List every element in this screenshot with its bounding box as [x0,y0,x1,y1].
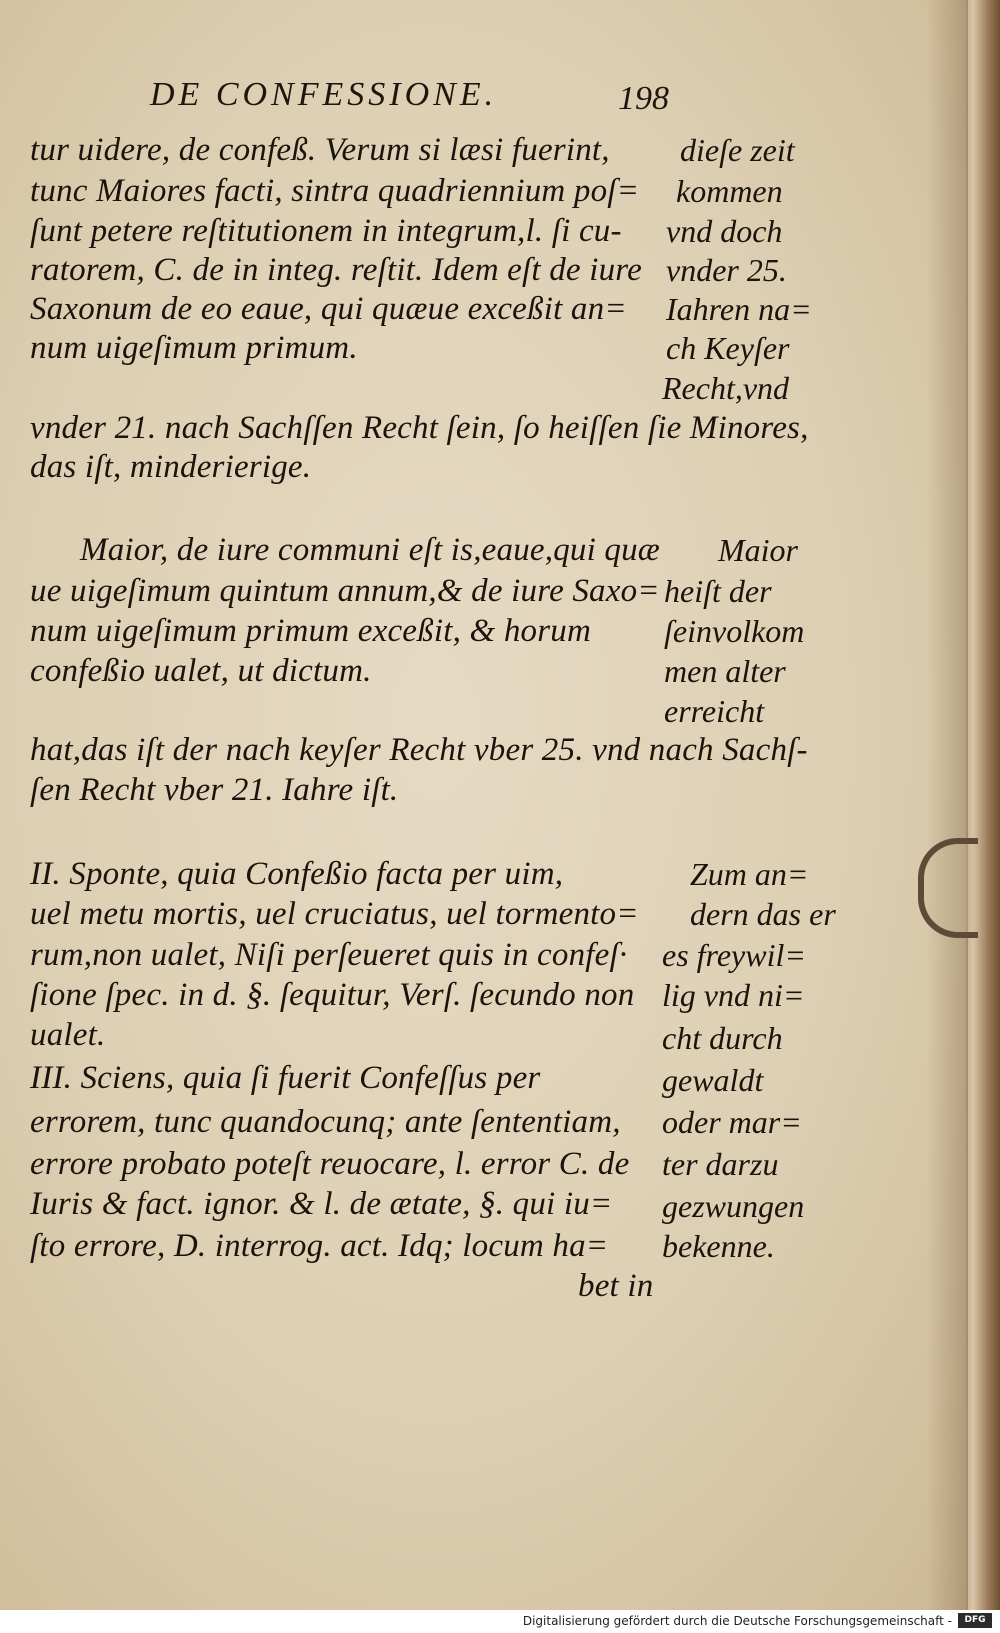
margin-note: vnder 25. [666,252,787,288]
body-line: Iuris & fact. ignor. & l. de ætate, §. qui iu= [30,1186,613,1222]
margin-note: gewaldt [662,1062,764,1098]
margin-note: ch Keyſer [666,330,790,366]
body-line: num uigeſimum primum. [30,330,358,366]
margin-note: es freywil= [662,937,806,973]
margin-note: Recht,vnd [662,370,790,406]
margin-note: erreicht [664,693,765,729]
margin-note: men alter [664,653,786,689]
page-gutter-shadow [926,0,966,1610]
body-line: ſione ſpec. in d. §. ſequitur, Verſ. ſecundo non [30,977,635,1013]
margin-note: vnd doch [666,213,783,249]
margin-note: gezwungen [662,1188,805,1224]
margin-note: ſeinvolkom [664,613,805,649]
body-line: II. Sponte, quia Confeßio facta per uim, [30,856,564,892]
body-line: vnder 21. nach Sachſſen Recht ſein, ſo heiſſen ſie Minores, [30,410,809,446]
body-line: confeßio ualet, ut dictum. [30,653,372,689]
body-line: tur uidere, de confeß. Verum si læsi fuerint, [30,132,610,168]
margin-note: Iahren na= [666,291,812,327]
body-line: errore probato poteſt reuocare, l. error C. de [30,1146,630,1182]
body-line: hat,das iſt der nach keyſer Recht vber 25. vnd nach Sachſ- [30,732,808,768]
body-line: Maior, de iure communi eſt is,eaue,qui quæ [80,532,661,568]
body-line: bet in [578,1268,654,1304]
body-line: III. Sciens, quia ſi fuerit Confeſſus per [30,1060,541,1096]
body-line: rum,non ualet, Niſi perſeueret quis in confeſ· [30,937,628,973]
body-line: ſen Recht vber 21. Iahre iſt. [30,772,399,808]
body-line: tunc Maiores facti, sintra quadriennium poſ= [30,173,640,209]
body-line: ualet. [30,1017,106,1053]
body-line: Saxonum de eo eaue, qui quæue exceßit an= [30,291,627,327]
margin-note: Maior [718,532,798,568]
body-line: das iſt, minderierige. [30,449,312,485]
body-line: ratorem, C. de in integ. reſtit. Idem eſt de iure [30,252,642,288]
folio-number: 198 [618,80,669,117]
running-head: DE CONFESSIONE. [150,76,498,113]
margin-note: dieſe zeit [680,132,795,168]
body-line: errorem, tunc quandocunq; ante ſententiam, [30,1104,621,1140]
margin-note: bekenne. [662,1228,775,1264]
margin-note: heiſt der [664,573,772,609]
margin-note: ter darzu [662,1146,779,1182]
page-clip [918,838,978,938]
body-line: ſunt petere reſtitutionem in integrum,l. ſi cu- [30,213,622,249]
body-line: ſto errore, D. interrog. act. Idq; locum ha= [30,1228,609,1264]
body-line: num uigeſimum primum exceßit, & horum [30,613,591,649]
body-line: ue uigeſimum quintum annum,& de iure Saxo= [30,573,660,609]
margin-note: kommen [676,173,783,209]
dfg-logo: DFG [958,1613,992,1628]
margin-note: Zum an= [690,856,809,892]
body-line: uel metu mortis, uel cruciatus, uel tormento= [30,896,639,932]
funding-credit: Digitalisierung gefördert durch die Deutsche Forschungsgemeinschaft - [522,1614,952,1628]
margin-note: lig vnd ni= [662,977,805,1013]
margin-note: cht durch [662,1020,783,1056]
margin-note: dern das er [690,896,836,932]
footer-bar [0,1610,1000,1633]
margin-note: oder mar= [662,1104,802,1140]
